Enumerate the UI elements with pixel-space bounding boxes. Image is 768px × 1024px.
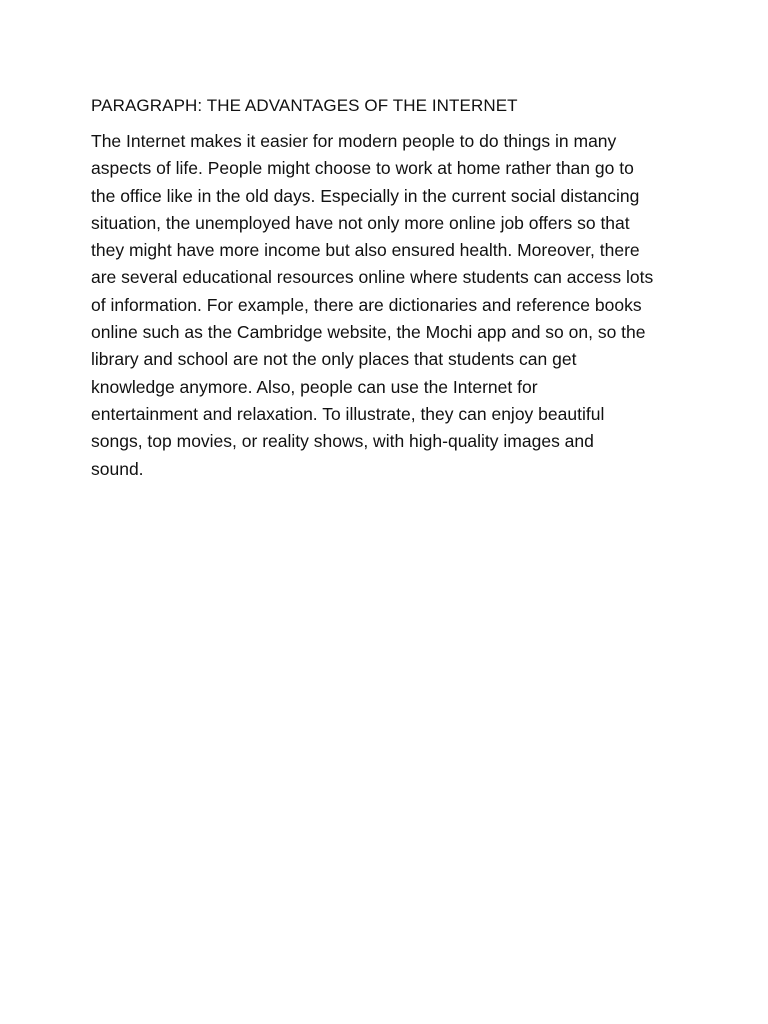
paragraph-line: entertainment and relaxation. To illustrate, they can enjoy beautiful bbox=[91, 403, 605, 424]
paragraph-line: the office like in the old days. Especially in the current social distancing bbox=[91, 185, 640, 206]
body-paragraph bbox=[91, 128, 691, 483]
paragraph-line: they might have more income but also ensured health. Moreover, there bbox=[91, 240, 640, 261]
paragraph-line: of information. For example, there are dictionaries and reference books bbox=[91, 294, 642, 315]
paragraph-line: are several educational resources online where students can access lots bbox=[91, 267, 654, 288]
paragraph-line: songs, top movies, or reality shows, with high-quality images and bbox=[91, 431, 594, 452]
paragraph-line: aspects of life. People might choose to work at home rather than go to bbox=[91, 158, 634, 179]
document-heading: PARAGRAPH: THE ADVANTAGES OF THE INTERNET bbox=[91, 96, 518, 115]
paragraph-line: library and school are not the only places that students can get bbox=[91, 349, 577, 370]
paragraph-line: The Internet makes it easier for modern people to do things in many bbox=[91, 131, 617, 151]
paragraph-line: online such as the Cambridge website, the Mochi app and so on, so the bbox=[91, 322, 646, 343]
paragraph-line: sound. bbox=[91, 458, 144, 479]
document-content bbox=[91, 94, 691, 483]
paragraph-line: situation, the unemployed have not only more online job offers so that bbox=[91, 212, 630, 233]
paragraph-line: knowledge anymore. Also, people can use the Internet for bbox=[91, 376, 538, 397]
